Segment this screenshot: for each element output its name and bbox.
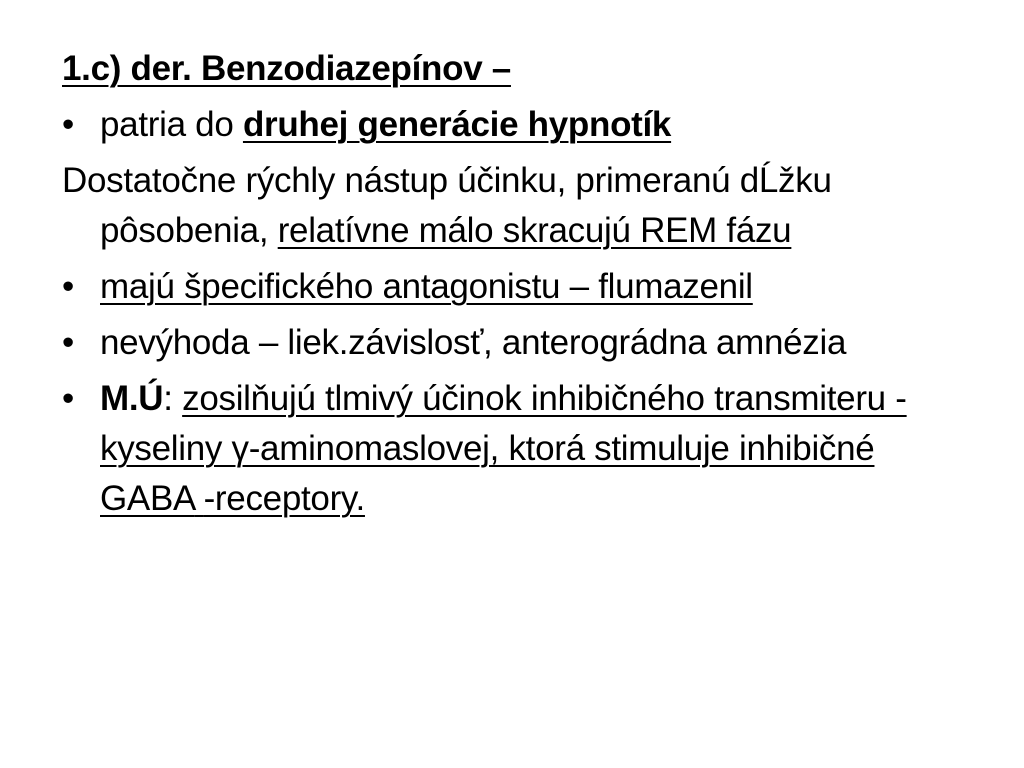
item-text: nevýhoda – liek.závislosť, anterográdna amnézia (100, 323, 847, 362)
slide-content (62, 44, 962, 530)
item-underlined: zosilňujú tlmivý účinok inhibičného transmiteru - kyseliny γ-aminomaslovej, ktorá stimuluje inhibičné GABA (100, 379, 907, 518)
bullet-icon: • (62, 267, 74, 306)
bullet-icon: • (62, 323, 74, 362)
item-tail: -receptory. (203, 479, 365, 518)
paragraph-text: Dostatočne rýchly nástup účinku, primeranú dĹžku pôsobenia, (62, 161, 832, 250)
item-label: M.Ú (100, 379, 164, 418)
bullet-icon: • (62, 105, 74, 144)
bullet-item-disadvantage (62, 318, 962, 368)
item-gap (194, 479, 203, 518)
bullet-item-generation (62, 100, 962, 150)
bullet-item-mechanism (62, 374, 962, 524)
bullet-icon: • (62, 379, 74, 418)
item-colon: : (163, 379, 183, 418)
paragraph-underlined: relatívne málo skracujú REM fázu (277, 211, 792, 250)
slide-title: 1.c) der. Benzodiazepínov – (62, 49, 511, 88)
item-emphasis: druhej generácie hypnotík (242, 105, 672, 144)
bullet-item-antagonist (62, 262, 962, 312)
paragraph-onset (62, 156, 962, 256)
item-underlined: majú špecifického antagonistu – flumazenil (100, 267, 753, 306)
item-text: patria do (100, 105, 243, 144)
